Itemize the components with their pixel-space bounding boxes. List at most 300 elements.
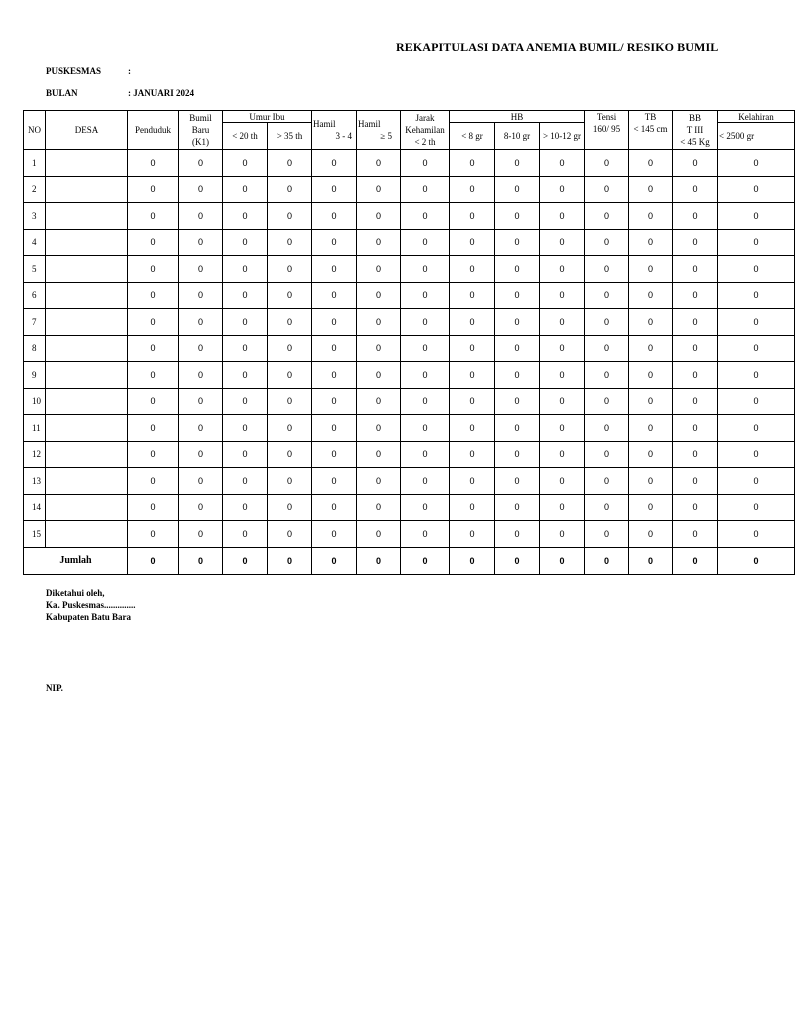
cell-value: 0 [312, 229, 357, 256]
cell-value: 0 [128, 229, 179, 256]
cell-value: 0 [495, 494, 540, 521]
bulan-label: BULAN [46, 88, 78, 98]
cell-value: 0 [357, 335, 401, 362]
cell-value: 0 [718, 388, 795, 415]
header-hb-10-12: > 10-12 gr [540, 123, 585, 150]
cell-value: 0 [450, 335, 495, 362]
header-bumil-line2: Baru [191, 125, 210, 135]
cell-value: 0 [629, 441, 673, 468]
total-row [24, 547, 795, 574]
cell-value: 0 [718, 494, 795, 521]
cell-value: 0 [495, 203, 540, 230]
header-tensi-line2: 160/ 95 [592, 124, 621, 134]
cell-value: 0 [495, 176, 540, 203]
cell-value: 0 [629, 203, 673, 230]
cell-no: 15 [24, 521, 46, 548]
header-tb [629, 111, 673, 150]
cell-value: 0 [268, 494, 312, 521]
header-jarak-kehamilan [401, 111, 450, 150]
table-row [24, 335, 795, 362]
cell-value: 0 [357, 282, 401, 309]
cell-value: 0 [629, 494, 673, 521]
cell-value: 0 [718, 521, 795, 548]
cell-value: 0 [312, 468, 357, 495]
cell-value: 0 [357, 362, 401, 389]
cell-value: 0 [128, 335, 179, 362]
header-desa: DESA [46, 111, 128, 150]
cell-value: 0 [540, 229, 585, 256]
cell-value: 0 [495, 335, 540, 362]
cell-value: 0 [495, 229, 540, 256]
cell-value: 0 [450, 229, 495, 256]
puskesmas-label: PUSKESMAS [46, 66, 102, 76]
cell-value: 0 [223, 468, 268, 495]
cell-value: 0 [357, 468, 401, 495]
cell-value: 0 [268, 176, 312, 203]
cell-value: 0 [585, 309, 629, 336]
cell-value: 0 [629, 150, 673, 177]
cell-value: 0 [401, 203, 450, 230]
cell-value: 0 [179, 468, 223, 495]
cell-no: 3 [24, 203, 46, 230]
table-row [24, 309, 795, 336]
footer-kabupaten: Kabupaten Batu Bara [46, 612, 132, 622]
cell-no: 7 [24, 309, 46, 336]
cell-value: 0 [268, 521, 312, 548]
cell-value: 0 [629, 229, 673, 256]
header-hb: HB [450, 111, 585, 123]
cell-value: 0 [401, 176, 450, 203]
cell-value: 0 [268, 441, 312, 468]
footer-nip: NIP. [46, 683, 63, 693]
cell-value: 0 [540, 468, 585, 495]
cell-value: 0 [585, 203, 629, 230]
cell-value: 0 [718, 150, 795, 177]
cell-no: 2 [24, 176, 46, 203]
cell-value: 0 [179, 176, 223, 203]
cell-value: 0 [585, 335, 629, 362]
cell-value: 0 [357, 176, 401, 203]
total-value: 0 [629, 547, 673, 574]
header-bumil-baru [179, 111, 223, 150]
cell-value: 0 [673, 256, 718, 283]
header-tb-line2: < 145 cm [633, 124, 668, 134]
cell-value: 0 [401, 256, 450, 283]
cell-value: 0 [718, 229, 795, 256]
cell-value: 0 [223, 309, 268, 336]
cell-value: 0 [718, 335, 795, 362]
cell-value: 0 [312, 203, 357, 230]
cell-desa [46, 388, 128, 415]
cell-value: 0 [718, 415, 795, 442]
cell-value: 0 [128, 362, 179, 389]
cell-value: 0 [673, 441, 718, 468]
table-row [24, 415, 795, 442]
cell-value: 0 [357, 388, 401, 415]
cell-value: 0 [673, 203, 718, 230]
header-tensi [585, 111, 629, 150]
cell-value: 0 [585, 229, 629, 256]
cell-value: 0 [495, 150, 540, 177]
total-value: 0 [268, 547, 312, 574]
cell-value: 0 [673, 282, 718, 309]
cell-desa [46, 150, 128, 177]
cell-value: 0 [450, 468, 495, 495]
cell-value: 0 [585, 468, 629, 495]
cell-value: 0 [268, 282, 312, 309]
cell-value: 0 [268, 309, 312, 336]
cell-value: 0 [401, 388, 450, 415]
cell-value: 0 [450, 415, 495, 442]
cell-value: 0 [495, 521, 540, 548]
cell-value: 0 [401, 441, 450, 468]
cell-value: 0 [540, 150, 585, 177]
bulan-value: : JANUARI 2024 [128, 88, 194, 98]
header-umur-ibu: Umur Ibu [223, 111, 312, 123]
cell-value: 0 [540, 521, 585, 548]
cell-value: 0 [401, 521, 450, 548]
header-kelahiran-lt2500: < 2500 gr [718, 123, 795, 150]
cell-value: 0 [629, 521, 673, 548]
cell-value: 0 [673, 229, 718, 256]
cell-value: 0 [629, 335, 673, 362]
cell-value: 0 [179, 362, 223, 389]
cell-value: 0 [312, 388, 357, 415]
cell-value: 0 [128, 309, 179, 336]
cell-no: 12 [24, 441, 46, 468]
cell-value: 0 [585, 388, 629, 415]
recap-table [23, 110, 795, 575]
header-hamil5-line1: Hamil [358, 119, 381, 129]
cell-value: 0 [223, 335, 268, 362]
cell-desa [46, 176, 128, 203]
footer-head-puskesmas: Ka. Puskesmas.............. [46, 600, 136, 610]
table-row [24, 521, 795, 548]
table-row [24, 282, 795, 309]
cell-value: 0 [585, 176, 629, 203]
header-tensi-line1: Tensi [596, 112, 617, 122]
total-value: 0 [128, 547, 179, 574]
cell-value: 0 [223, 176, 268, 203]
cell-value: 0 [179, 203, 223, 230]
header-hb-lt8: < 8 gr [450, 123, 495, 150]
header-jarak-line3: < 2 th [414, 137, 436, 147]
document-title: REKAPITULASI DATA ANEMIA BUMIL/ RESIKO BUMIL [396, 40, 719, 54]
cell-value: 0 [128, 150, 179, 177]
cell-no: 4 [24, 229, 46, 256]
cell-value: 0 [223, 494, 268, 521]
cell-value: 0 [401, 150, 450, 177]
cell-value: 0 [128, 203, 179, 230]
cell-value: 0 [450, 309, 495, 336]
cell-value: 0 [401, 309, 450, 336]
cell-value: 0 [268, 229, 312, 256]
cell-value: 0 [540, 256, 585, 283]
cell-desa [46, 415, 128, 442]
cell-value: 0 [495, 256, 540, 283]
cell-value: 0 [268, 256, 312, 283]
cell-value: 0 [357, 494, 401, 521]
cell-value: 0 [629, 176, 673, 203]
cell-value: 0 [312, 150, 357, 177]
table-row [24, 203, 795, 230]
cell-value: 0 [495, 388, 540, 415]
cell-desa [46, 309, 128, 336]
cell-value: 0 [718, 468, 795, 495]
table-row [24, 256, 795, 283]
cell-value: 0 [450, 203, 495, 230]
cell-no: 11 [24, 415, 46, 442]
cell-value: 0 [401, 468, 450, 495]
cell-value: 0 [312, 335, 357, 362]
total-value: 0 [223, 547, 268, 574]
cell-no: 1 [24, 150, 46, 177]
header-penduduk: Penduduk [128, 111, 179, 150]
cell-value: 0 [450, 362, 495, 389]
total-value: 0 [495, 547, 540, 574]
cell-value: 0 [585, 441, 629, 468]
table-row [24, 176, 795, 203]
header-bb [673, 111, 718, 150]
cell-value: 0 [585, 282, 629, 309]
cell-value: 0 [312, 415, 357, 442]
cell-value: 0 [128, 468, 179, 495]
cell-desa [46, 229, 128, 256]
puskesmas-value: : [128, 66, 131, 76]
cell-desa [46, 282, 128, 309]
cell-value: 0 [357, 441, 401, 468]
cell-value: 0 [312, 494, 357, 521]
table-header [24, 111, 795, 150]
cell-value: 0 [312, 362, 357, 389]
cell-value: 0 [179, 256, 223, 283]
cell-desa [46, 203, 128, 230]
cell-desa [46, 521, 128, 548]
table-row [24, 468, 795, 495]
cell-value: 0 [540, 388, 585, 415]
table-row [24, 388, 795, 415]
cell-value: 0 [673, 468, 718, 495]
total-value: 0 [540, 547, 585, 574]
cell-value: 0 [312, 256, 357, 283]
cell-value: 0 [179, 229, 223, 256]
header-jarak-line1: Jarak [415, 113, 435, 123]
header-hamil-3-4 [312, 111, 357, 150]
header-bumil-line1: Bumil [189, 113, 212, 123]
cell-value: 0 [718, 203, 795, 230]
cell-value: 0 [495, 468, 540, 495]
cell-value: 0 [179, 494, 223, 521]
cell-value: 0 [312, 521, 357, 548]
cell-value: 0 [268, 203, 312, 230]
cell-value: 0 [223, 229, 268, 256]
cell-value: 0 [223, 388, 268, 415]
cell-value: 0 [673, 362, 718, 389]
cell-value: 0 [128, 521, 179, 548]
cell-value: 0 [223, 282, 268, 309]
table-row [24, 229, 795, 256]
cell-value: 0 [179, 388, 223, 415]
cell-value: 0 [585, 494, 629, 521]
total-label: Jumlah [24, 547, 128, 574]
cell-value: 0 [450, 494, 495, 521]
cell-value: 0 [540, 309, 585, 336]
cell-value: 0 [540, 494, 585, 521]
cell-value: 0 [268, 388, 312, 415]
header-umur-gt35: > 35 th [268, 123, 312, 150]
cell-value: 0 [540, 441, 585, 468]
cell-value: 0 [357, 309, 401, 336]
cell-value: 0 [357, 415, 401, 442]
cell-value: 0 [268, 335, 312, 362]
cell-value: 0 [268, 415, 312, 442]
cell-value: 0 [357, 150, 401, 177]
total-value: 0 [450, 547, 495, 574]
cell-value: 0 [673, 388, 718, 415]
cell-value: 0 [495, 362, 540, 389]
cell-value: 0 [673, 521, 718, 548]
cell-value: 0 [673, 494, 718, 521]
total-value: 0 [179, 547, 223, 574]
cell-value: 0 [495, 309, 540, 336]
cell-value: 0 [495, 441, 540, 468]
cell-value: 0 [223, 362, 268, 389]
cell-value: 0 [585, 256, 629, 283]
cell-no: 5 [24, 256, 46, 283]
cell-value: 0 [223, 441, 268, 468]
cell-value: 0 [401, 362, 450, 389]
cell-value: 0 [223, 203, 268, 230]
total-value: 0 [357, 547, 401, 574]
cell-value: 0 [673, 415, 718, 442]
cell-value: 0 [179, 441, 223, 468]
cell-desa [46, 468, 128, 495]
cell-value: 0 [401, 229, 450, 256]
header-umur-lt20: < 20 th [223, 123, 268, 150]
cell-value: 0 [401, 494, 450, 521]
header-hamil5-line2: ≥ 5 [380, 131, 392, 141]
header-jarak-line2: Kehamilan [405, 125, 445, 135]
cell-value: 0 [718, 282, 795, 309]
cell-value: 0 [450, 441, 495, 468]
cell-value: 0 [268, 468, 312, 495]
cell-no: 6 [24, 282, 46, 309]
table-row [24, 494, 795, 521]
cell-value: 0 [179, 415, 223, 442]
total-value: 0 [673, 547, 718, 574]
cell-value: 0 [585, 362, 629, 389]
cell-value: 0 [312, 441, 357, 468]
total-value: 0 [585, 547, 629, 574]
recap-table-container [23, 110, 783, 574]
cell-value: 0 [268, 150, 312, 177]
cell-value: 0 [540, 203, 585, 230]
header-hamil-5 [357, 111, 401, 150]
cell-value: 0 [179, 335, 223, 362]
cell-value: 0 [268, 362, 312, 389]
cell-value: 0 [128, 176, 179, 203]
cell-value: 0 [673, 176, 718, 203]
cell-value: 0 [540, 282, 585, 309]
header-hamil34-line1: Hamil [313, 119, 336, 129]
cell-value: 0 [629, 309, 673, 336]
cell-value: 0 [629, 388, 673, 415]
cell-value: 0 [540, 176, 585, 203]
cell-value: 0 [629, 362, 673, 389]
cell-value: 0 [401, 415, 450, 442]
cell-value: 0 [312, 282, 357, 309]
cell-value: 0 [718, 441, 795, 468]
cell-desa [46, 441, 128, 468]
cell-no: 9 [24, 362, 46, 389]
cell-value: 0 [223, 415, 268, 442]
cell-value: 0 [450, 256, 495, 283]
cell-desa [46, 256, 128, 283]
cell-value: 0 [312, 176, 357, 203]
header-hamil34-line2: 3 - 4 [335, 131, 352, 141]
cell-desa [46, 494, 128, 521]
cell-no: 10 [24, 388, 46, 415]
cell-value: 0 [223, 521, 268, 548]
cell-value: 0 [718, 362, 795, 389]
cell-value: 0 [179, 309, 223, 336]
cell-value: 0 [223, 150, 268, 177]
cell-value: 0 [718, 256, 795, 283]
cell-value: 0 [179, 521, 223, 548]
cell-value: 0 [128, 494, 179, 521]
cell-value: 0 [495, 282, 540, 309]
cell-value: 0 [585, 521, 629, 548]
cell-value: 0 [128, 388, 179, 415]
total-value: 0 [401, 547, 450, 574]
header-bumil-line3: (K1) [192, 137, 209, 147]
cell-value: 0 [495, 415, 540, 442]
total-value: 0 [718, 547, 795, 574]
cell-value: 0 [673, 150, 718, 177]
cell-value: 0 [629, 256, 673, 283]
header-tb-line1: TB [644, 112, 657, 122]
cell-value: 0 [718, 176, 795, 203]
cell-value: 0 [540, 335, 585, 362]
header-no: NO [24, 111, 46, 150]
cell-value: 0 [718, 309, 795, 336]
cell-value: 0 [357, 203, 401, 230]
cell-value: 0 [585, 150, 629, 177]
cell-value: 0 [179, 150, 223, 177]
cell-value: 0 [673, 309, 718, 336]
cell-value: 0 [128, 282, 179, 309]
total-value: 0 [312, 547, 357, 574]
cell-value: 0 [179, 282, 223, 309]
cell-value: 0 [128, 441, 179, 468]
header-bb-line1: BB [689, 113, 702, 123]
table-body [24, 150, 795, 575]
cell-desa [46, 335, 128, 362]
cell-value: 0 [357, 521, 401, 548]
table-row [24, 150, 795, 177]
cell-value: 0 [357, 256, 401, 283]
cell-value: 0 [401, 335, 450, 362]
cell-value: 0 [312, 309, 357, 336]
cell-value: 0 [128, 415, 179, 442]
cell-no: 13 [24, 468, 46, 495]
cell-value: 0 [128, 256, 179, 283]
cell-value: 0 [585, 415, 629, 442]
cell-value: 0 [450, 150, 495, 177]
cell-value: 0 [540, 415, 585, 442]
footer-known-by: Diketahui oleh, [46, 588, 105, 598]
cell-value: 0 [629, 468, 673, 495]
